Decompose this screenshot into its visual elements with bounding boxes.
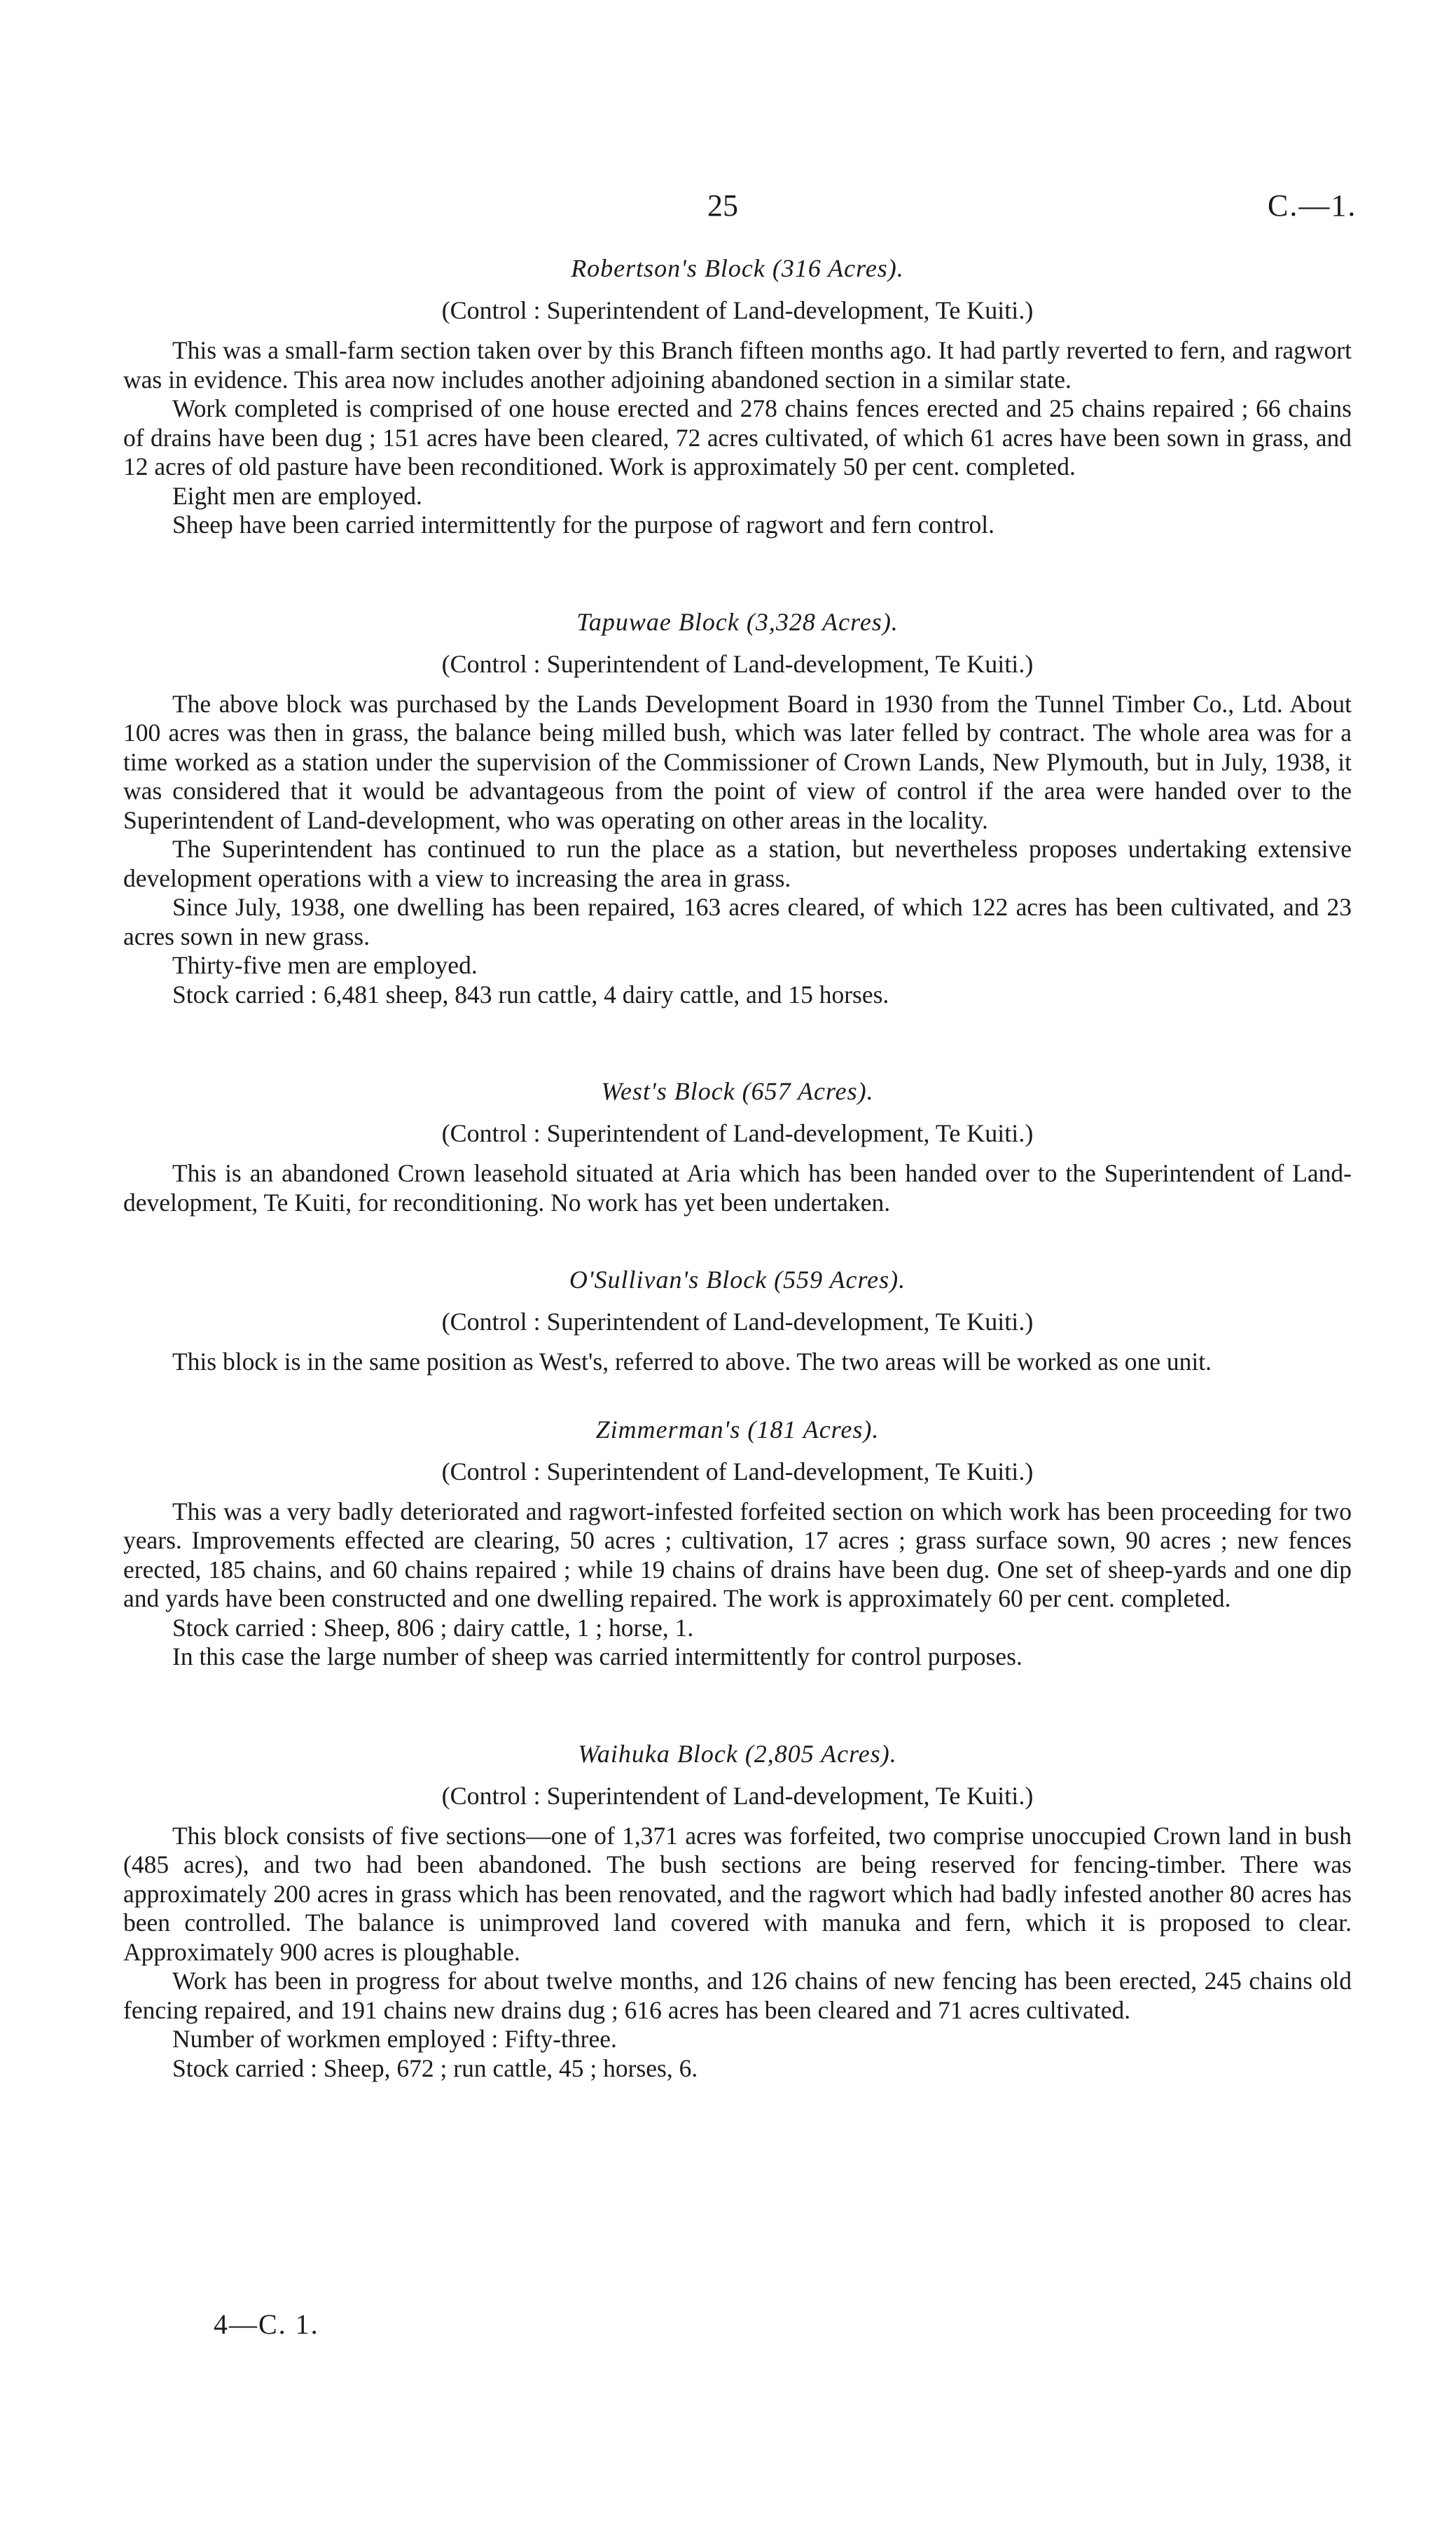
section-title: West's Block (657 Acres). <box>601 1077 874 1105</box>
paragraph: In this case the large number of sheep was carried intermittently for control purposes. <box>172 1642 1022 1670</box>
section-title: O'Sullivan's Block (559 Acres). <box>569 1266 906 1294</box>
section-waihuka-block <box>123 1738 1352 2084</box>
document-reference: C.—1. <box>1268 188 1357 223</box>
section-spacer <box>123 540 1352 606</box>
section-zimmermans <box>123 1413 1352 1672</box>
section-title: Robertson's Block (316 Acres). <box>571 254 904 282</box>
section-title: Waihuka Block (2,805 Acres). <box>578 1739 897 1768</box>
paragraph: The Superintendent has continued to run the place as a station, but nevertheless proposes undertaking extensive development operations with a view to increasing the area in grass. <box>123 835 1352 892</box>
section-spacer <box>123 1377 1352 1413</box>
section-spacer <box>123 1217 1352 1263</box>
section-control: (Control : Superintendent of Land-development, Te Kuiti.) <box>441 1308 1034 1336</box>
section-spacer <box>123 1672 1352 1738</box>
section-title: Tapuwae Block (3,328 Acres). <box>576 607 899 636</box>
page-header <box>0 188 1456 230</box>
section-robertsons-block <box>123 252 1352 540</box>
paragraph: This was a small-farm section taken over by this Branch fifteen months ago. It had partly reverted to fern, and ragwort was in evidence. This area now includes another adjoining abandoned section in a similar state. <box>123 336 1352 394</box>
section-spacer <box>123 1009 1352 1075</box>
section-wests-block <box>123 1075 1352 1217</box>
section-control: (Control : Superintendent of Land-development, Te Kuiti.) <box>441 296 1034 324</box>
paragraph: Stock carried : Sheep, 806 ; dairy cattle, 1 ; horse, 1. <box>172 1613 694 1642</box>
paragraph: This was a very badly deteriorated and ragwort-infested forfeited section on which work has been proceeding for two years. Improvements effected are clearing, 50 acres ; cultivation, 17 acres ; grass surface sown, 90 acres ; new fences erected, 185 chains, and 60 chains repaired ; while 19 chains of drains have been dug. One set of sheep-yards and one dip and yards have been constructed and one dwelling repaired. The work is approximately 60 per cent. completed. <box>123 1497 1352 1612</box>
paragraph: Sheep have been carried intermittently for the purpose of ragwort and fern control. <box>172 511 995 539</box>
section-control: (Control : Superintendent of Land-development, Te Kuiti.) <box>441 1119 1034 1147</box>
section-osullivans-block <box>123 1263 1352 1377</box>
paragraph: Eight men are employed. <box>172 481 422 510</box>
section-tapuwae-block <box>123 606 1352 1010</box>
paragraph: The above block was purchased by the Lands Development Board in 1930 from the Tunnel Timber Co., Ltd. About 100 acres was then in grass, the balance being milled bush, which was later felled by contract. The whole area was for a time worked as a station under the supervision of the Commissioner of Crown Lands, New Plymouth, but in July, 1938, it was considered that it would be advantageous from the point of view of control if the area were handed over to the Superintendent of Land-development, who was operating on other areas in the locality. <box>123 689 1352 834</box>
section-title: Zimmerman's (181 Acres). <box>595 1415 880 1443</box>
paragraph: Thirty-five men are employed. <box>172 951 478 979</box>
page-number: 25 <box>707 188 738 223</box>
section-control: (Control : Superintendent of Land-development, Te Kuiti.) <box>441 1457 1034 1486</box>
paragraph: This is an abandoned Crown leasehold situated at Aria which has been handed over to the Superintendent of Land-development, Te Kuiti, for reconditioning. No work has yet been undertaken. <box>123 1159 1352 1217</box>
page-body <box>123 252 1352 2083</box>
paragraph: Stock carried : Sheep, 672 ; run cattle, 45 ; horses, 6. <box>172 2054 698 2082</box>
page-signature-mark: 4—C. 1. <box>214 2308 319 2340</box>
paragraph: Work completed is comprised of one house erected and 278 chains fences erected and 25 chains repaired ; 66 chains of drains have been dug ; 151 acres have been cleared, 72 acres cultivated, of which 61 acres have been sown in grass, and 12 acres of old pasture have been reconditioned. Work is approximately 50 per cent. completed. <box>123 394 1352 480</box>
section-control: (Control : Superintendent of Land-development, Te Kuiti.) <box>441 649 1034 678</box>
paragraph: This block consists of five sections—one of 1,371 acres was forfeited, two comprise unoccupied Crown land in bush (485 acres), and two had been abandoned. The bush sections are being reserved for fencing-timber. There was approximately 200 acres in grass which has been renovated, and the ragwort which had badly infested another 80 acres has been controlled. The balance is unimproved land covered with manuka and fern, which it is proposed to clear. Approximately 900 acres is ploughable. <box>123 1821 1352 1966</box>
paragraph: Since July, 1938, one dwelling has been repaired, 163 acres cleared, of which 122 acres has been cultivated, and 23 acres sown in new grass. <box>123 893 1352 950</box>
paragraph: Number of workmen employed : Fifty-three. <box>172 2025 617 2053</box>
section-control: (Control : Superintendent of Land-development, Te Kuiti.) <box>441 1781 1034 1810</box>
paragraph: Stock carried : 6,481 sheep, 843 run cattle, 4 dairy cattle, and 15 horses. <box>172 980 889 1009</box>
paragraph: This block is in the same position as West's, referred to above. The two areas will be worked as one unit. <box>172 1348 1212 1376</box>
paragraph: Work has been in progress for about twelve months, and 126 chains of new fencing has been erected, 245 chains old fencing repaired, and 191 chains new drains dug ; 616 acres has been cleared and 71 acres cultivated. <box>123 1967 1352 2024</box>
